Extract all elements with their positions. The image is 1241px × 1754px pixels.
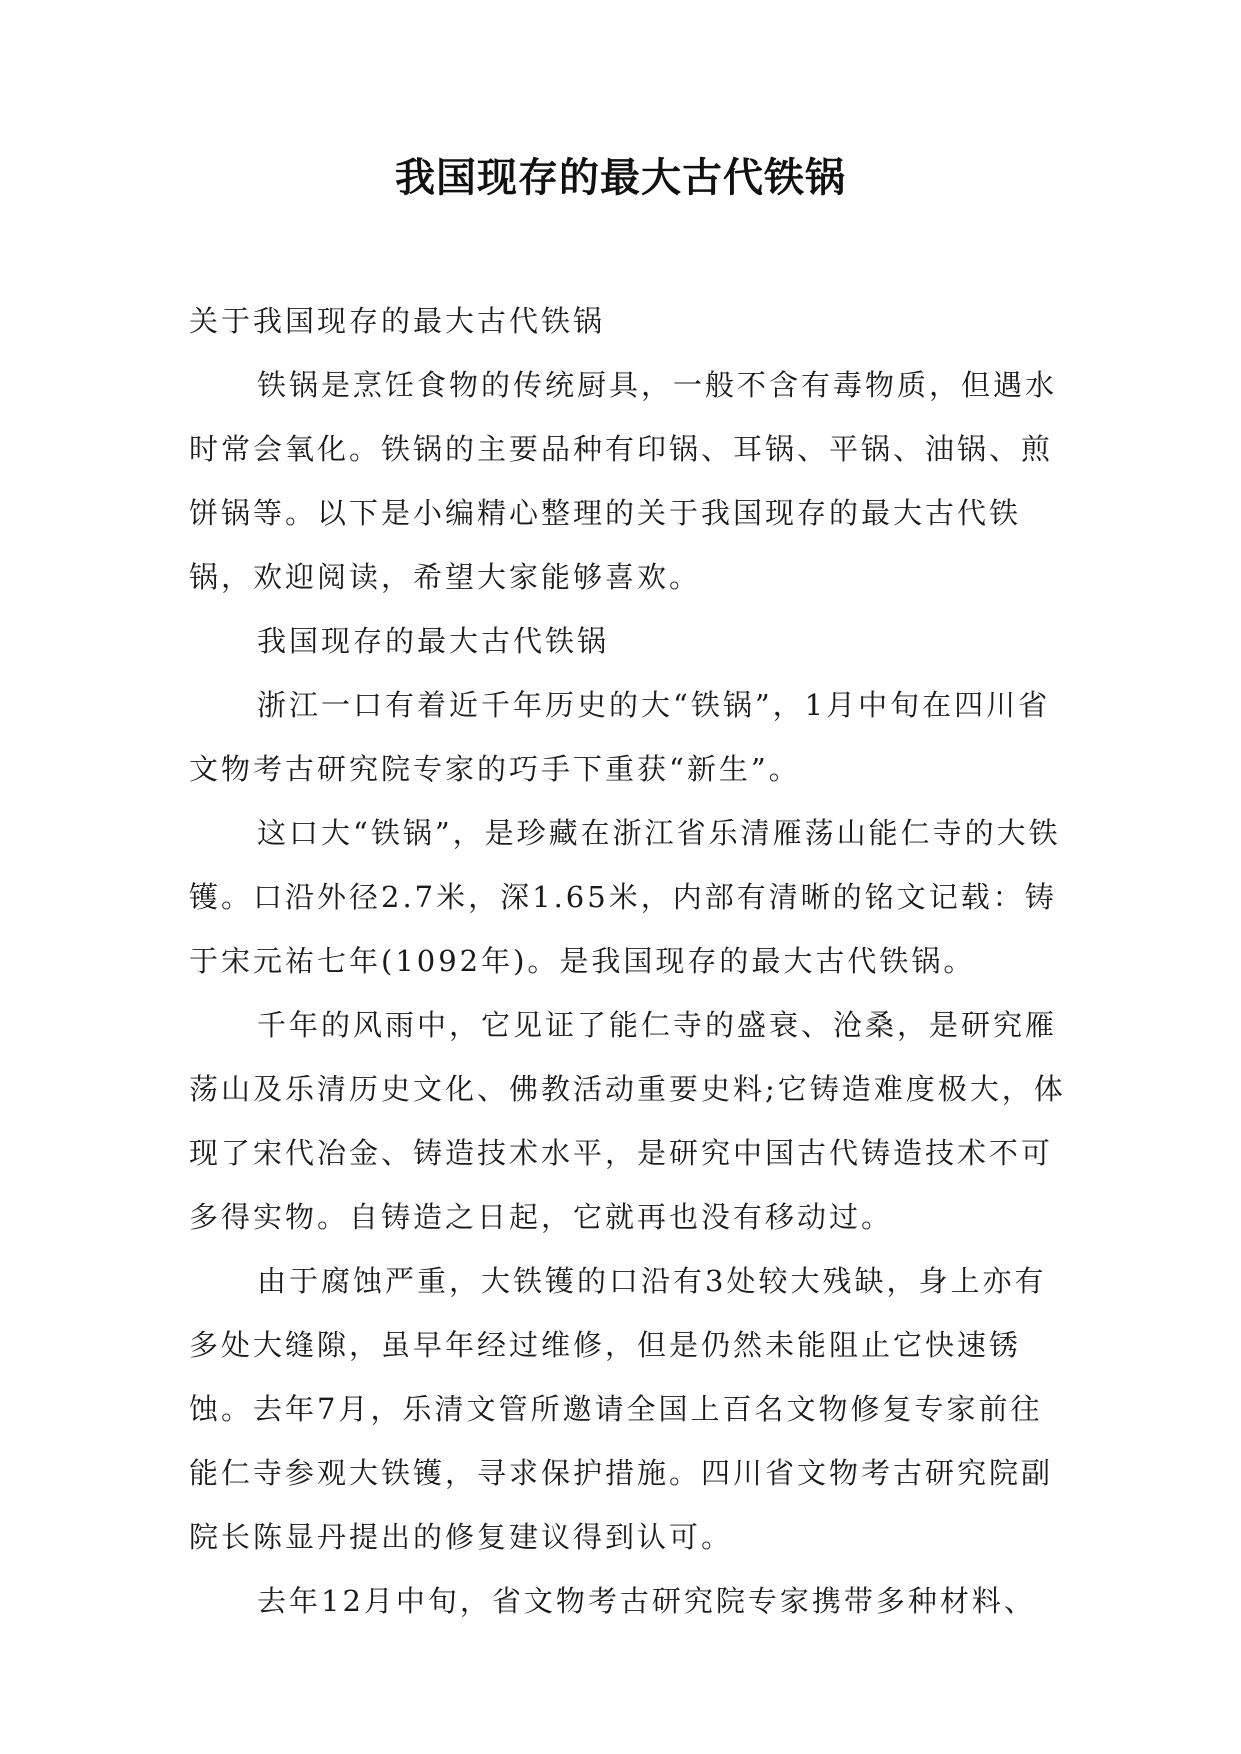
paragraph: 这口大“铁锅”，是珍藏在浙江省乐清雁荡山能仁寺的大铁镬。口沿外径2.7米，深1.65米，内部有清晰的铭文记载：铸于宋元祐七年(1092年)。是我国现存的最大古代铁锅。 xyxy=(189,816,1061,978)
paragraph: 千年的风雨中，它见证了能仁寺的盛衰、沧桑，是研究雁荡山及乐清历史文化、佛教活动重要史料;它铸造难度极大，体现了宋代冶金、铸造技术水平，是研究中国古代铸造技术不可多得实物。自铸造之日起，它就再也没有移动过。 xyxy=(189,1008,1066,1234)
document-title: 我国现存的最大古代铁锅 xyxy=(395,155,846,201)
paragraph-intro-heading: 关于我国现存的最大古代铁锅 xyxy=(189,304,606,338)
paragraph: 由于腐蚀严重，大铁镬的口沿有3处较大残缺，身上亦有多处大缝隙，虽早年经过维修，但是仍然未能阻止它快速锈蚀。去年7月，乐清文管所邀请全国上百名文物修复专家前往能仁寺参观大铁镬，寻求保护措施。四川省文物考古研究院副院长陈显丹提出的修复建议得到认可。 xyxy=(189,1264,1054,1554)
section-heading: 我国现存的最大古代铁锅 xyxy=(257,624,610,658)
document-body xyxy=(189,289,1074,1633)
paragraph: 铁锅是烹饪食物的传统厨具，一般不含有毒物质，但遇水时常会氧化。铁锅的主要品种有印锅、耳锅、平锅、油锅、煎饼锅等。以下是小编精心整理的关于我国现存的最大古代铁锅，欢迎阅读，希望大家能够喜欢。 xyxy=(189,368,1058,594)
paragraph: 去年12月中旬，省文物考古研究院专家携带多种材料、 xyxy=(257,1584,1036,1618)
paragraph: 浙江一口有着近千年历史的大“铁锅”，1月中旬在四川省文物考古研究院专家的巧手下重获“新生”。 xyxy=(189,688,1051,786)
